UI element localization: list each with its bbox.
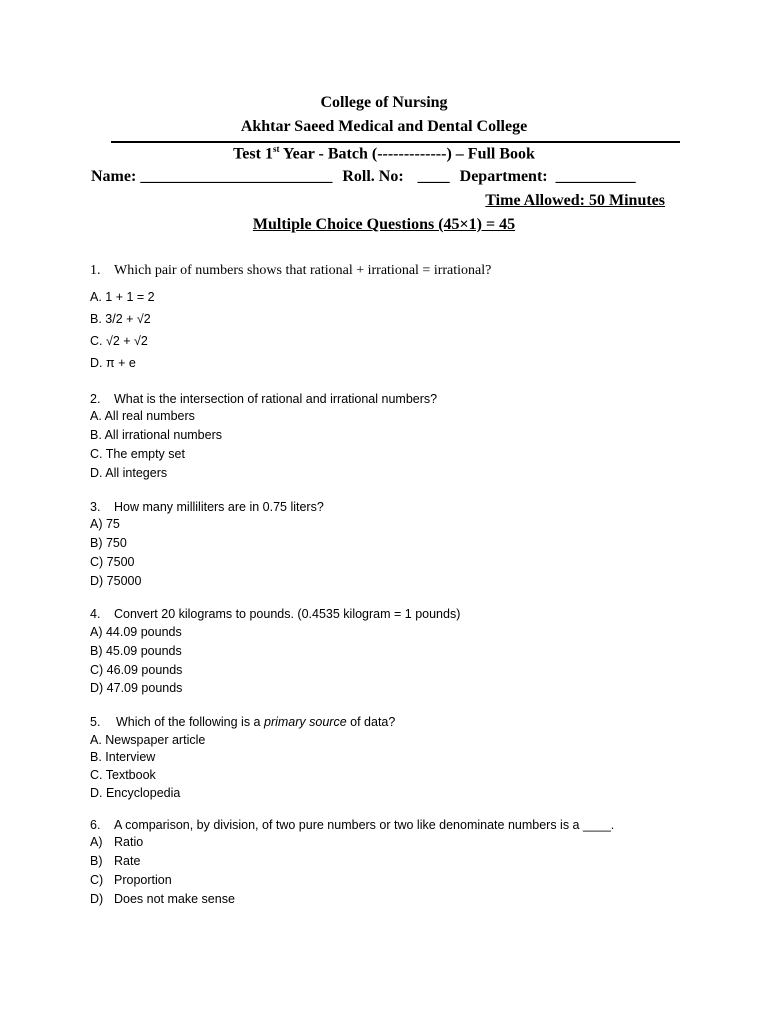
q1-option-a: A. 1 + 1 = 2 <box>90 290 155 304</box>
q4-option-a: A) 44.09 pounds <box>90 625 182 639</box>
question-text: Convert 20 kilograms to pounds. (0.4535 kilogram = 1 pounds) <box>114 607 461 621</box>
q2-option-b: B. All irrational numbers <box>90 428 223 442</box>
department-blank: __________ <box>555 168 636 185</box>
q1-option-c: C. √2 + √2 <box>90 334 148 348</box>
q6-option-d <box>90 892 235 906</box>
test-title-sup: st <box>272 144 280 154</box>
student-info-line <box>91 168 636 186</box>
test-title-prefix: Test 1 <box>233 145 273 163</box>
question-5 <box>90 715 395 729</box>
q1-option-d: D. π + e <box>90 356 136 370</box>
q3-option-c: C) 7500 <box>90 555 135 569</box>
option-text: Rate <box>114 854 141 868</box>
question-6 <box>90 818 614 832</box>
roll-no-label: Roll. No: <box>342 168 404 185</box>
q5-option-b: B. Interview <box>90 750 156 764</box>
test-title <box>0 144 768 163</box>
institution-name: Akhtar Saeed Medical and Dental College <box>240 118 528 135</box>
section-title: Multiple Choice Questions (45×1) = 45 <box>252 216 516 233</box>
q1-option-b: B. 3/2 + √2 <box>90 312 151 326</box>
test-title-suffix: Year - Batch (-------------) – Full Book <box>279 145 535 163</box>
question-4 <box>90 607 460 621</box>
question-number: 2. <box>90 392 101 406</box>
question-number: 5. <box>90 715 101 729</box>
option-label: A) <box>90 835 103 849</box>
option-label: B) <box>90 854 103 868</box>
department-label: Department: <box>459 168 548 185</box>
q2-option-c: C. The empty set <box>90 447 185 461</box>
option-text: Proportion <box>114 873 172 887</box>
question-number: 1. <box>90 263 101 278</box>
time-allowed: Time Allowed: 50 Minutes <box>485 192 665 209</box>
option-text: Ratio <box>114 835 144 849</box>
q6-option-c <box>90 873 172 887</box>
q4-option-c: C) 46.09 pounds <box>90 663 183 677</box>
question-text: Which pair of numbers shows that rational + irrational = irrational? <box>114 263 492 278</box>
q3-option-b: B) 750 <box>90 536 127 550</box>
q6-option-b <box>90 854 140 868</box>
question-number: 6. <box>90 818 101 832</box>
q4-option-b: B) 45.09 pounds <box>90 644 182 658</box>
q2-option-a: A. All real numbers <box>90 409 195 423</box>
question-text-italic: primary source <box>264 715 347 729</box>
q5-option-c: C. Textbook <box>90 768 156 782</box>
header-divider <box>111 141 680 143</box>
roll-no-blank: ____ <box>417 168 450 185</box>
question-text: A comparison, by division, of two pure numbers or two like denominate numbers is a ____. <box>114 818 615 832</box>
option-label: D) <box>90 892 104 906</box>
q5-option-a: A. Newspaper article <box>90 733 206 747</box>
question-text: How many milliliters are in 0.75 liters? <box>114 500 324 514</box>
option-label: C) <box>90 873 104 887</box>
q6-option-a <box>90 835 143 849</box>
q4-option-d: D) 47.09 pounds <box>90 681 183 695</box>
question-number: 3. <box>90 500 101 514</box>
q3-option-d: D) 75000 <box>90 574 142 588</box>
college-name: College of Nursing <box>320 94 448 111</box>
q3-option-a: A) 75 <box>90 517 120 531</box>
question-text-before: Which of the following is a <box>116 715 264 729</box>
question-3 <box>90 500 324 514</box>
question-1 <box>90 263 491 279</box>
q5-option-d: D. Encyclopedia <box>90 786 181 800</box>
question-text: What is the intersection of rational and irrational numbers? <box>114 392 438 406</box>
option-text: Does not make sense <box>114 892 235 906</box>
q2-option-d: D. All integers <box>90 466 168 480</box>
name-field-label: Name: ________________________ <box>91 168 333 185</box>
question-2 <box>90 392 437 406</box>
question-text-after: of data? <box>346 715 396 729</box>
question-number: 4. <box>90 607 101 621</box>
